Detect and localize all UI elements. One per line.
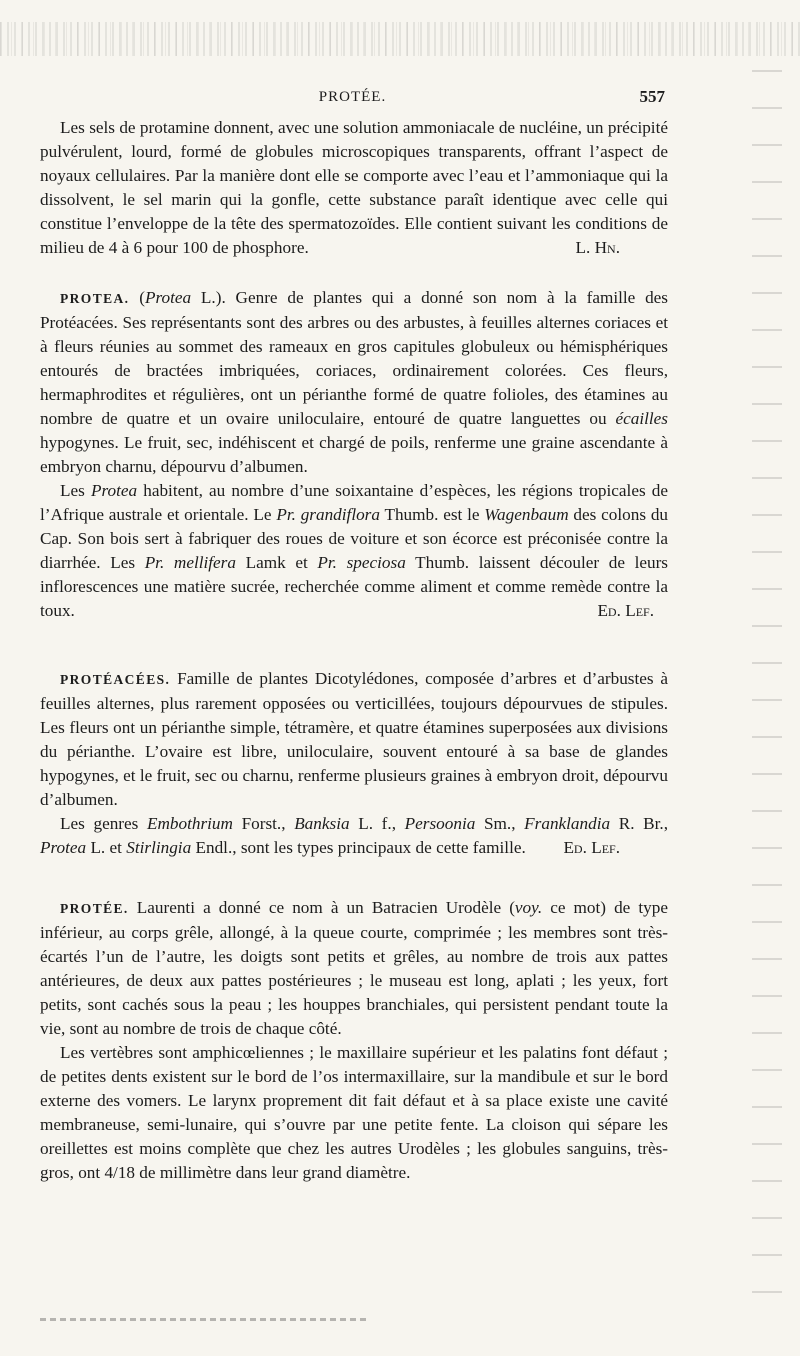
taxon-name: Pr. speciosa bbox=[317, 553, 406, 572]
paragraph: Les sels de protamine donnent, avec une solution ammoniacale de nucléine, un précipité pulvérulent, lourd, formé de globules microscopiques transparents, offrant l’aspect de noyaux cellulaires. Par la manière dont elle se comporte avec l’eau et l’ammoniaque qui la dissolvent, le sel marin qui la gonfle, cette substance paraît identique avec celle qui constitue l’enveloppe de la tête des spermatozoïdes. Elle contient suivant les conditions de milieu de 4 à 6 pour 100 de phosphore. bbox=[40, 118, 668, 257]
author-signature: Ed. Lef. bbox=[563, 838, 620, 857]
scan-noise-right bbox=[752, 70, 782, 1310]
page-body bbox=[40, 116, 668, 1185]
common-name: Wagenbaum bbox=[484, 505, 569, 524]
entry-protea bbox=[40, 286, 668, 623]
running-title: PROTÉE. bbox=[318, 89, 387, 105]
taxon-name: Protea bbox=[144, 288, 192, 307]
term: écailles bbox=[615, 409, 668, 428]
page-number: 557 bbox=[639, 87, 665, 106]
taxon-name: Franklandia bbox=[524, 814, 611, 833]
scan-noise-top bbox=[0, 22, 800, 56]
author-signature: L. Hn. bbox=[575, 238, 620, 257]
taxon-name: Persoonia bbox=[404, 814, 476, 833]
page-header bbox=[40, 87, 665, 109]
taxon-name: Protea bbox=[40, 838, 87, 857]
taxon-name: Pr. mellifera bbox=[144, 553, 236, 572]
author-signature: Ed. Lef. bbox=[597, 601, 654, 620]
entry-headword: PROTÉE. bbox=[60, 901, 129, 916]
paragraph: Les vertèbres sont amphicœliennes ; le maxillaire supérieur et les palatins font défaut ; de petites dents existent sur le bord de l’os intermaxillaire, sur la mandibule et sur le bord externe des vomers. Le larynx proprement dit fait défaut et à sa place existe une cavité membraneuse, semi-lunaire, qui s’ouvre par une petite fente. La cloison qui sépare les oreillettes est moins complète que chez les autres Urodèles ; les globules sanguins, très-gros, ont 4/18 de millimètre dans leur grand diamètre. bbox=[40, 1043, 668, 1182]
taxon-name: Embothrium bbox=[147, 814, 233, 833]
entry-headword: PROTEA. bbox=[60, 291, 130, 306]
paragraph: PROTÉACÉES. Famille de plantes Dicotylédones, composée d’arbres et d’arbustes à feuilles alternes, plus rarement opposées ou verticillées, toujours dépourvues de stipules. Les fleurs ont un périanthe simple, tétramère, et quatre étamines superposées aux divisions du périanthe. L’ovaire est libre, uniloculaire, souvent entouré à sa base de glandes hypogynes, et le fruit, sec ou charnu, renferme plusieurs graines à embryon droit, dépourvu d’albumen. bbox=[40, 669, 668, 809]
paragraph: Les genres Embothrium Forst., Banksia L. f., Persoonia Sm., Franklandia R. Br., Protea L. et Stirlingia Endl., sont les types principaux de cette famille. bbox=[40, 814, 668, 857]
entry-protee bbox=[40, 896, 668, 1185]
taxon-name: Protea bbox=[90, 481, 138, 500]
taxon-name: Banksia bbox=[294, 814, 350, 833]
scan-noise-bottom bbox=[40, 1318, 370, 1321]
taxon-name: Stirlingia bbox=[126, 838, 192, 857]
entry-headword: PROTÉACÉES. bbox=[60, 672, 171, 687]
cross-reference: voy. bbox=[514, 898, 543, 917]
entry-proteacees bbox=[40, 667, 668, 860]
taxon-name: Pr. grandiflora bbox=[276, 505, 380, 524]
paragraph: Les Protea habitent, au nombre d’une soixantaine d’espèces, les régions tropicales de l’Afrique australe et orientale. Le Pr. grandiflora Thumb. est le Wagenbaum des colons du Cap. Son bois sert à fabriquer des roues de voiture et son écorce est préconisée contre la diarrhée. Les Pr. mellifera Lamk et Pr. speciosa Thumb. laissent découler de leurs inflorescences une matière sucrée, recherchée comme aliment et comme remède contre la toux. bbox=[40, 481, 669, 620]
entry-protamine-continuation bbox=[40, 116, 668, 260]
paragraph: PROTEA. (Protea L.). Genre de plantes qui a donné son nom à la famille des Protéacées. Ses représentants sont des arbres ou des arbustes, à feuilles alternes coriaces et à fleurs réunies au sommet des rameaux en gros capitules globuleux ou hémisphériques entourés de bractées imbriquées, coriaces, ordinairement colorées. Ces fleurs, hermaphrodites et régulières, ont un périanthe formé de quatre folioles, des étamines au nombre de quatre et un ovaire uniloculaire, entouré de quatre languettes ou écailles hypogynes. Le fruit, sec, indéhiscent et chargé de poils, renferme une graine ascendante à embryon charnu, dépourvu d’albumen. bbox=[40, 288, 669, 476]
paragraph: PROTÉE. Laurenti a donné ce nom à un Batracien Urodèle (voy. ce mot) de type inférieur, au corps grêle, allongé, à la queue courte, comprimée ; les membres sont très-écartés l’un de l’autre, les doigts sont petits et grêles, au nombre de trois aux pattes antérieures, de deux aux pattes postérieures ; le museau est long, aplati ; les yeux, fort petits, sont cachés sous la peau ; les houppes branchiales, qui persistent pendant toute la vie, sont au nombre de trois de chaque côté. bbox=[40, 898, 668, 1038]
